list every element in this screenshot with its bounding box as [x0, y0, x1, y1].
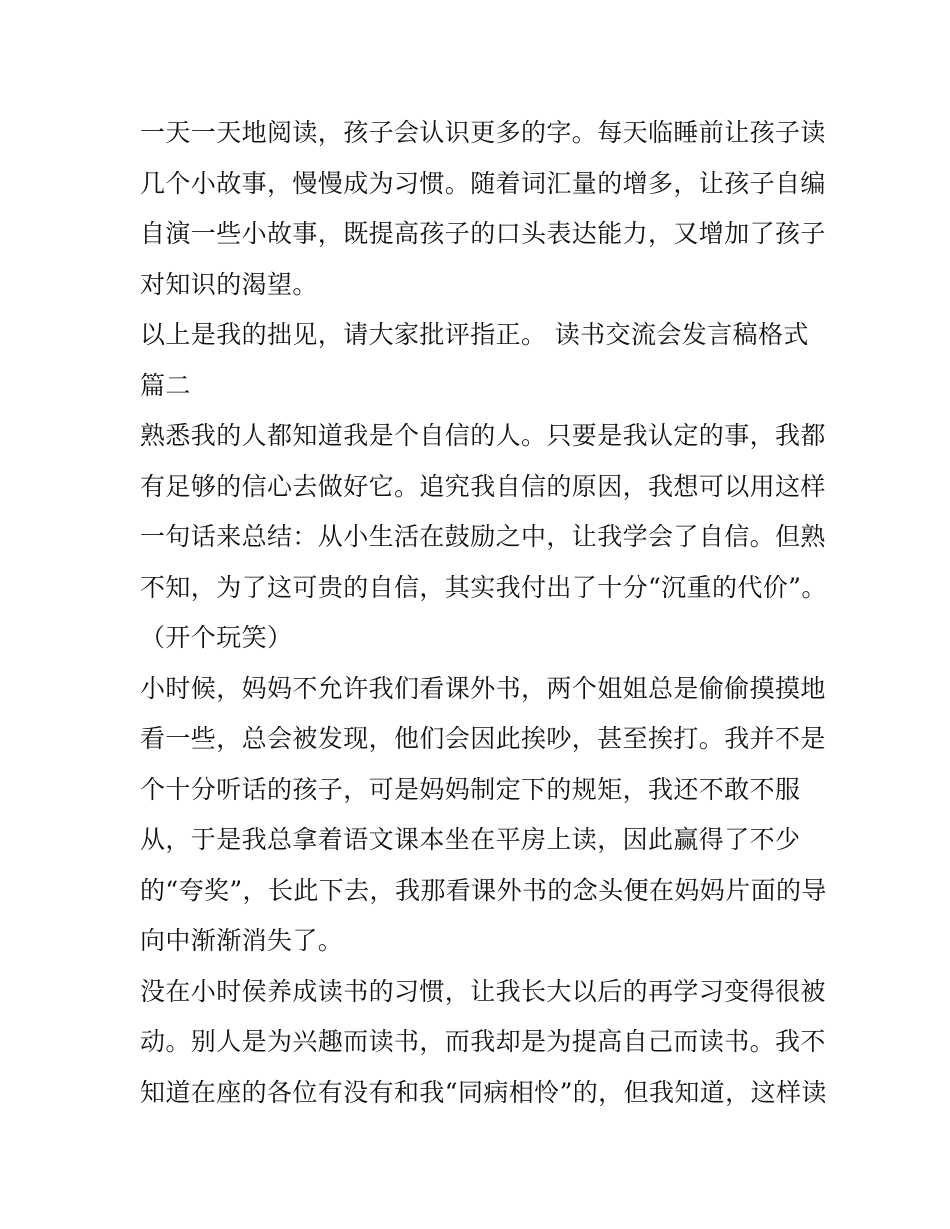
text-line: 小时候，妈妈不允许我们看课外书，两个姐姐总是偷偷摸摸地 — [140, 673, 826, 703]
text-line: 一句话来总结：从小生活在鼓励之中，让我学会了自信。但熟 — [140, 522, 826, 551]
text-line: 个十分听话的孩子，可是妈妈制定下的规矩，我还不敢不服 — [140, 774, 801, 804]
text-line: 以上是我的拙见，请大家批评指正。 读书交流会发言稿格式 — [140, 320, 809, 349]
text-line: 篇二 — [140, 370, 191, 400]
text-line: 一天一天地阅读，孩子会认识更多的字。每天临睡前让孩子读 — [140, 118, 826, 147]
text-line: （开个玩笑） — [140, 623, 293, 652]
text-line: 熟悉我的人都知道我是个自信的人。只要是我认定的事，我都 — [140, 421, 826, 450]
text-line: 没在小时侯养成读书的习惯，让我长大以后的再学习变得很被 — [140, 976, 826, 1006]
text-line: 从，于是我总拿着语文课本坐在平房上读，因此赢得了不少 — [140, 825, 801, 854]
text-line: 几个小故事，慢慢成为习惯。随着词汇量的增多，让孩子自编 — [140, 168, 826, 198]
text-line: 有足够的信心去做好它。追究我自信的原因，我想可以用这样 — [140, 471, 826, 501]
text-line: 自演一些小故事，既提高孩子的口头表达能力，又增加了孩子 — [140, 219, 826, 248]
text-line: 看一些，总会被发现，他们会因此挨吵，甚至挨打。我并不是 — [140, 724, 826, 753]
text-line: 动。别人是为兴趣而读书，而我却是为提高自己而读书。我不 — [140, 1027, 826, 1056]
text-line: 不知，为了这可贵的自信，其实我付出了十分“沉重的代价”。 — [140, 572, 827, 602]
text-line: 知道在座的各位有没有和我“同病相怜”的，但我知道，这样读 — [140, 1077, 827, 1107]
text-line: 对知识的渴望。 — [140, 269, 318, 299]
text-line: 向中渐渐消失了。 — [140, 926, 344, 955]
document-body — [140, 108, 827, 1118]
text-line: 的“夸奖”，长此下去，我那看课外书的念头便在妈妈片面的导 — [140, 875, 827, 905]
